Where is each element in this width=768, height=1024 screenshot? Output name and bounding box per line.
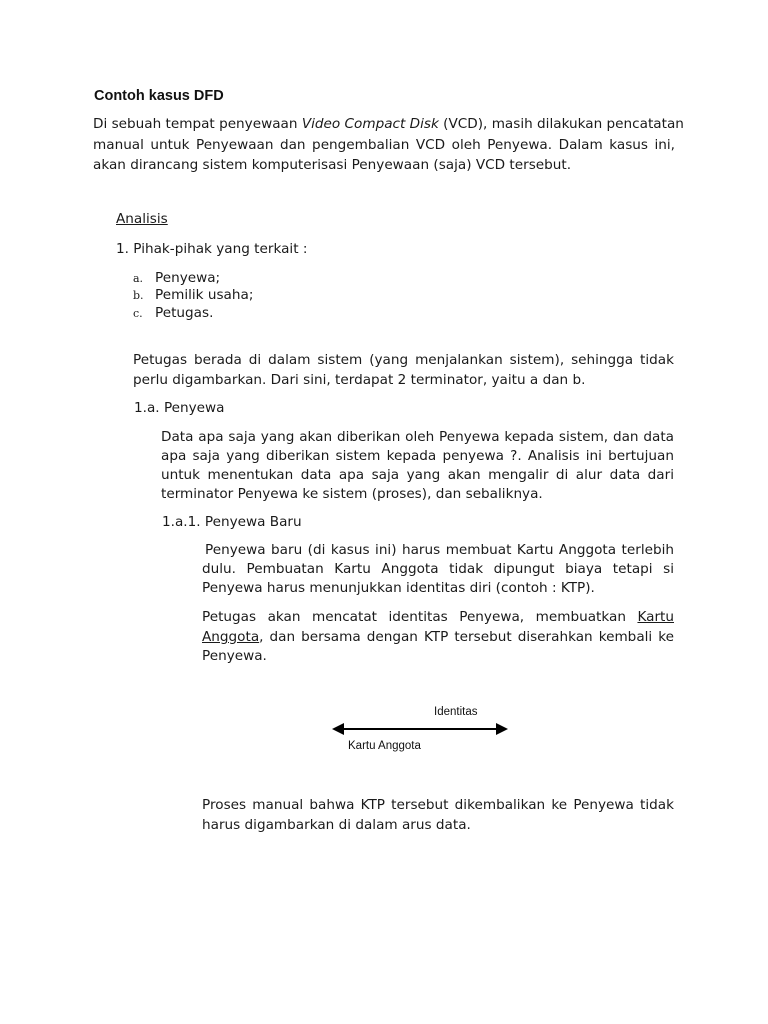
- diagram-label-identitas: Identitas: [434, 706, 478, 718]
- list-marker: b.: [133, 289, 144, 302]
- proses-para-line-2: harus digambarkan di dalam arus data.: [202, 817, 471, 833]
- intro-line-1: Di sebuah tempat penyewaan Video Compact Disk (VCD), masih dilakukan pencatatan: [93, 116, 684, 132]
- subheading-1a1: 1.a.1. Penyewa Baru: [162, 514, 302, 530]
- kartu-anggota-link: Kartu: [637, 609, 674, 625]
- penyewa-para-line-4: terminator Penyewa ke sistem (proses), dan sebaliknya.: [161, 486, 543, 502]
- penyewa-para-line-2: apa saja yang diberikan sistem kepada penyewa ?. Analisis ini bertujuan: [161, 448, 674, 464]
- petugas-para-line-1: Petugas berada di dalam sistem (yang menjalankan sistem), sehingga tidak: [133, 352, 674, 368]
- document-title: Contoh kasus DFD: [94, 88, 224, 104]
- penyewa-para-line-1: Data apa saja yang akan diberikan oleh Penyewa kepada sistem, dan data: [161, 429, 674, 445]
- party-item-penyewa: a. Penyewa;: [133, 268, 220, 289]
- baru-para-line-1: Penyewa baru (di kasus ini) harus membuat Kartu Anggota terlebih: [205, 542, 674, 558]
- catat-para-line-3: Penyewa.: [202, 648, 267, 664]
- proses-para-line-1: Proses manual bahwa KTP tersebut dikembalikan ke Penyewa tidak: [202, 797, 674, 813]
- subheading-1a: 1.a. Penyewa: [134, 400, 225, 416]
- party-item-petugas: c. Petugas.: [133, 303, 213, 324]
- list-marker: c.: [133, 307, 143, 320]
- point-1-heading: 1. Pihak-pihak yang terkait :: [116, 241, 308, 257]
- bidirectional-arrow: [330, 721, 510, 737]
- baru-para-line-3: Penyewa harus menunjukkan identitas diri (contoh : KTP).: [202, 580, 595, 596]
- kartu-anggota-link: Anggota: [202, 629, 260, 645]
- analisis-heading: Analisis: [116, 211, 168, 227]
- intro-line-3: akan dirancang sistem komputerisasi Penyewaan (saja) VCD tersebut.: [93, 157, 572, 173]
- party-item-pemilik: b. Pemilik usaha;: [133, 285, 253, 306]
- penyewa-para-line-3: untuk menentukan data apa saja yang akan mengalir di alur data dari: [161, 467, 674, 483]
- intro-line-2: manual untuk Penyewaan dan pengembalian VCD oleh Penyewa. Dalam kasus ini,: [93, 137, 675, 153]
- catat-para-line-2: Anggota, dan bersama dengan KTP tersebut diserahkan kembali ke: [202, 629, 674, 645]
- baru-para-line-2: dulu. Pembuatan Kartu Anggota tidak dipungut biaya tetapi si: [202, 561, 674, 577]
- list-marker: a.: [133, 272, 144, 285]
- diagram-label-kartu-anggota: Kartu Anggota: [348, 740, 421, 752]
- petugas-para-line-2: perlu digambarkan. Dari sini, terdapat 2 terminator, yaitu a dan b.: [133, 372, 586, 388]
- catat-para-line-1: Petugas akan mencatat identitas Penyewa, membuatkan Kartu: [202, 609, 674, 625]
